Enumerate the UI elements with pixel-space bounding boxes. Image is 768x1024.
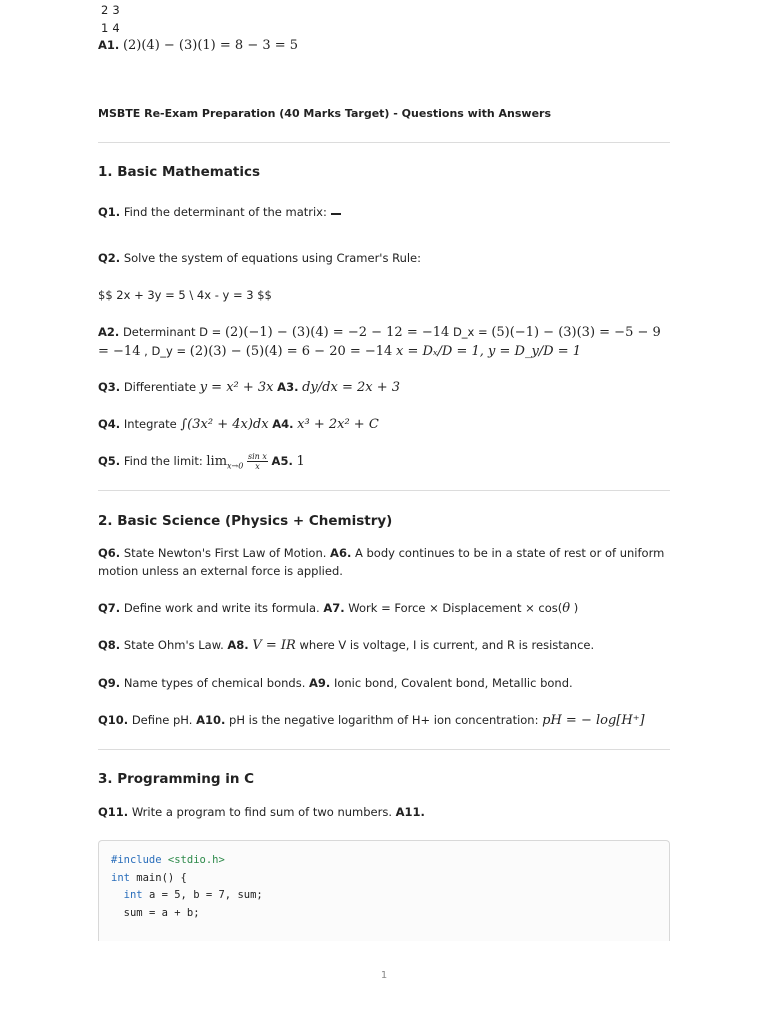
a8-label: A8. [227,638,249,652]
q6-paragraph [98,544,670,580]
section-heading-science: 2. Basic Science (Physics + Chemistry) [98,513,393,529]
q4-text: Integrate [123,417,177,431]
divider [98,142,670,143]
a7-answer: Work = Force × Displacement × cos( [348,601,563,615]
document-title: MSBTE Re-Exam Preparation (40 Marks Target) - Questions with Answers [98,107,552,120]
a7-theta: θ [562,601,571,616]
q3-paragraph [98,378,670,397]
q2-paragraph [98,249,670,267]
a7-close: ) [570,601,579,615]
q3-expr: y = x² + 3x [199,380,274,395]
q6-text: State Newton's First Law of Motion. [123,546,327,560]
code-text: a = 5, b = 7, sum; [142,889,263,901]
a10-answer: pH is the negative logarithm of H+ ion concentration: [229,713,539,727]
a4-answer: x³ + 2x² + C [297,417,379,432]
q1-text: Find the determinant of the matrix: [123,205,327,219]
q8-label: Q8. [98,638,121,652]
a2-d-label: Determinant D = [122,325,222,339]
q3-text: Differentiate [123,380,197,394]
q10-label: Q10. [98,713,129,727]
q8-text: State Ohm's Law. [123,638,224,652]
q1-label: Q1. [98,205,121,219]
q6-label: Q6. [98,546,121,560]
q2-system: $$ 2x + 3y = 5 \ 4x - y = 3 $$ [98,288,272,302]
code-keyword: int [123,889,143,901]
divider [98,490,670,491]
matrix-cell: 2 [101,3,109,17]
matrix-cell: 4 [112,21,120,35]
q9-text: Name types of chemical bonds. [123,676,306,690]
q11-label: Q11. [98,805,129,819]
q10-paragraph [98,711,670,730]
a2-paragraph [98,323,670,361]
q11-paragraph [98,803,670,821]
a10-expr: pH = − log[H⁺] [542,713,645,728]
a1-answer: (2)(4) − (3)(1) = 8 − 3 = 5 [122,38,299,53]
q7-paragraph [98,599,670,618]
matrix-cell: 3 [112,3,120,17]
code-text: main() { [129,871,187,884]
a2-dx-label: D_x = [452,325,488,339]
section-heading-math: 1. Basic Mathematics [98,164,261,180]
code-string: <stdio.h> [167,854,225,866]
q4-expr: ∫(3x² + 4x)dx [180,417,269,432]
q8-paragraph [98,636,670,655]
q5-label: Q5. [98,454,121,468]
a2-label: A2. [98,325,120,339]
q5-denominator: x [255,462,260,471]
section-heading-programming: 3. Programming in C [98,771,255,787]
q5-lim: lim [206,454,228,469]
code-keyword: #include [111,854,162,866]
a5-label: A5. [271,454,293,468]
q4-paragraph [98,415,670,434]
q9-paragraph [98,674,670,692]
code-keyword: int [111,871,130,884]
a3-label: A3. [277,380,299,394]
a7-label: A7. [323,601,345,615]
a5-answer: 1 [296,454,305,469]
q5-lim-sub: x→0 [227,461,244,471]
a2-dx-expr: (5)(−1) − (3)(3) = −5 − 9 = −14 [98,325,661,359]
code-line-2 [111,872,187,884]
code-line-1 [111,854,225,866]
a9-label: A9. [309,676,331,690]
a1-label: A1. [98,38,120,52]
a10-label: A10. [196,713,226,727]
a6-label: A6. [330,546,352,560]
q3-label: Q3. [98,380,121,394]
q2-text: Solve the system of equations using Cramer's Rule: [123,251,422,265]
a2-d-expr: (2)(−1) − (3)(4) = −2 − 12 = −14 [224,325,450,340]
a9-answer: Ionic bond, Covalent bond, Metallic bond. [333,676,573,690]
a2-solution: x = Dₓ/D = 1, y = D_y/D = 1 [396,344,582,359]
a2-dy-expr: (2)(3) − (5)(4) = 6 − 20 = −14 [189,344,393,359]
code-line-4 [111,907,200,919]
code-text: sum = a + b; [123,906,200,919]
code-line-3 [111,889,263,901]
q5-paragraph [98,452,670,475]
q1-paragraph [98,198,670,226]
a8-expr: V = IR [252,638,296,653]
a6-answer: A body continues to be in a state of rest or of uniform motion unless an external force is applied. [98,546,665,578]
page-number: 1 [380,970,388,981]
code-block [98,840,670,941]
a8-answer: where V is voltage, I is current, and R is resistance. [299,638,595,652]
q10-text: Define pH. [131,713,193,727]
q5-text: Find the limit: [123,454,203,468]
q5-fraction [247,452,268,471]
a4-label: A4. [272,417,294,431]
q7-label: Q7. [98,601,121,615]
q7-text: Define work and write its formula. [123,601,320,615]
a2-dy-label: D_y = [151,344,187,358]
a3-answer: dy/dx = 2x + 3 [302,380,400,395]
q9-label: Q9. [98,676,121,690]
divider [98,749,670,750]
q4-label: Q4. [98,417,121,431]
a2-comma: , [144,344,148,358]
a11-label: A11. [395,805,425,819]
matrix-cell: 1 [101,21,109,35]
q5-numerator: sin x [248,452,267,461]
q2-label: Q2. [98,251,121,265]
q11-text: Write a program to find sum of two numbers. [131,805,392,819]
